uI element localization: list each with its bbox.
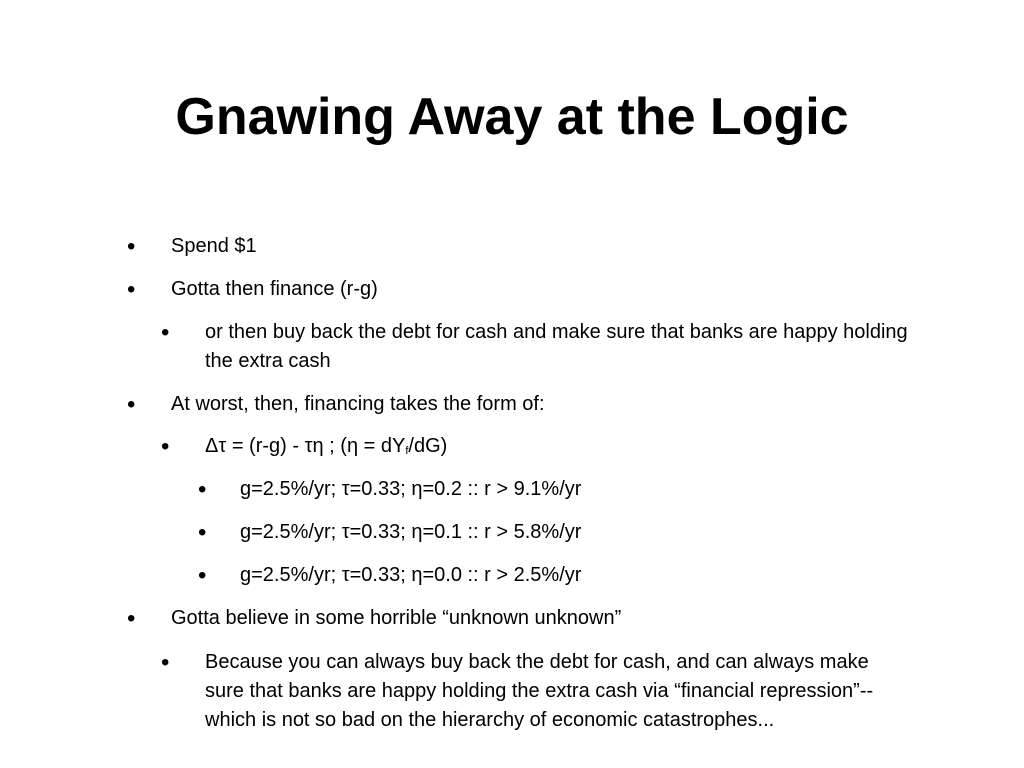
bullet-icon: • — [161, 319, 170, 346]
formula-subscript: f — [405, 445, 409, 457]
sub-bullet-item-formula — [161, 432, 910, 466]
formula-text — [205, 435, 447, 457]
bullet-item-at-worst — [127, 390, 891, 419]
bullet-icon: • — [161, 649, 170, 676]
sub-bullet-item-buy-back — [161, 318, 910, 376]
bullet-icon: • — [127, 233, 136, 260]
bullet-text: Gotta then finance (r-g) — [171, 278, 378, 300]
bullet-item-finance — [127, 275, 891, 304]
bullet-text: Spend $1 — [171, 235, 257, 257]
bullet-icon: • — [127, 276, 136, 303]
bullet-text: or then buy back the debt for cash and make sure that banks are happy holding the extra cash — [205, 321, 908, 372]
bullet-icon: • — [161, 433, 170, 460]
bullet-icon: • — [127, 605, 136, 632]
bullet-icon: • — [198, 519, 207, 546]
bullet-icon: • — [198, 476, 207, 503]
bullet-text: g=2.5%/yr; τ=0.33; η=0.1 :: r > 5.8%/yr — [240, 521, 582, 543]
sub-sub-bullet-item-eta-00 — [198, 561, 910, 590]
bullet-text: Gotta believe in some horrible “unknown unknown” — [171, 607, 622, 629]
slide-title: Gnawing Away at the Logic — [175, 88, 849, 146]
sub-sub-bullet-item-eta-02 — [198, 475, 910, 504]
sub-sub-bullet-item-eta-01 — [198, 518, 910, 547]
bullet-icon: • — [198, 562, 207, 589]
bullet-text: g=2.5%/yr; τ=0.33; η=0.2 :: r > 9.1%/yr — [240, 478, 582, 500]
bullet-text: g=2.5%/yr; τ=0.33; η=0.0 :: r > 2.5%/yr — [240, 564, 582, 586]
sub-bullet-item-financial-repression — [161, 648, 910, 735]
bullet-item-spend — [127, 232, 891, 261]
bullet-item-unknown-unknown — [127, 604, 891, 633]
bullet-icon: • — [127, 391, 136, 418]
formula-part-1: Δτ = (r-g) - τη ; (η = dY — [205, 435, 406, 457]
formula-part-2: /dG) — [408, 435, 448, 457]
bullet-text: At worst, then, financing takes the form of: — [171, 393, 545, 415]
bullet-text: Because you can always buy back the debt for cash, and can always make sure that banks are happy holding the extra cash via “financial repression”--which is not so bad on the hierarchy of economic catastrophes... — [205, 651, 874, 731]
